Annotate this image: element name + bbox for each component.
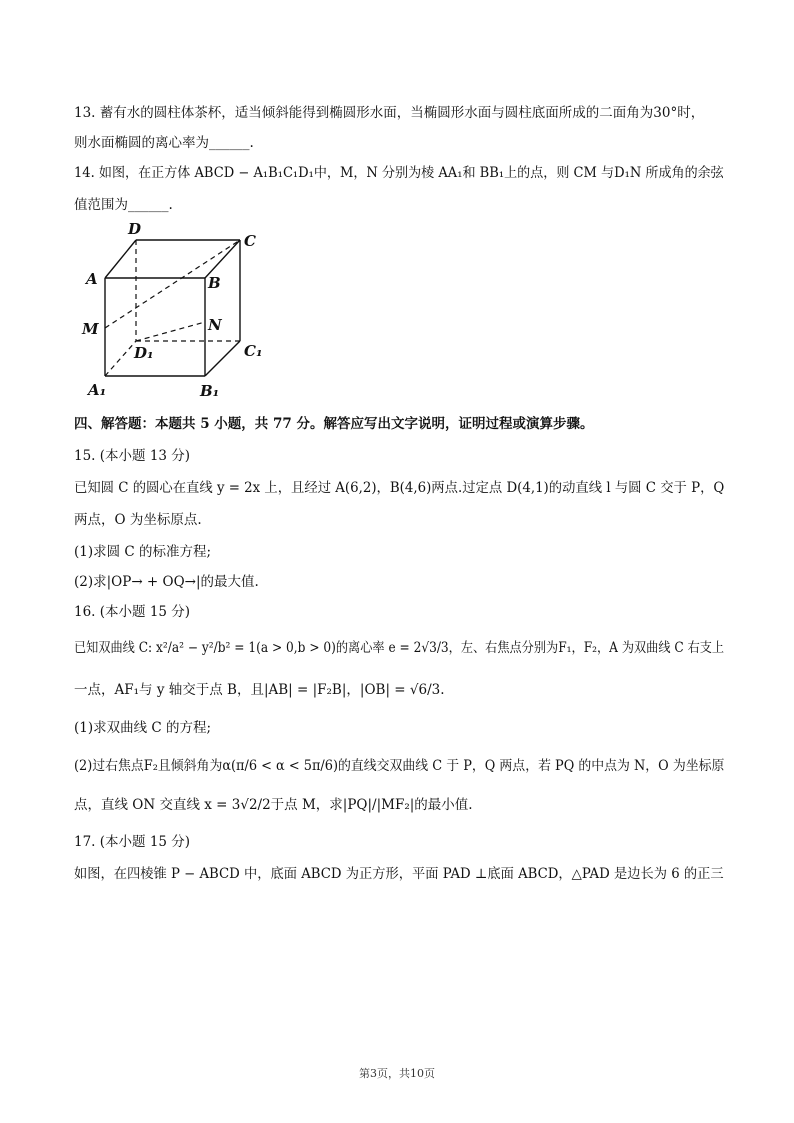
label-A: A [86, 270, 98, 288]
line-q16-2b: 点，直线 ON 交直线 x = 3√2/2于点 M，求|PQ|/|MF₂|的最小值. [74, 797, 473, 813]
label-D1: D₁ [134, 344, 154, 362]
line-q16-2a: (2)过右焦点F₂且倾斜角为α(π/6 < α < 5π/6)的直线交双曲线 C 于 P，Q 两点，若 PQ 的中点为 N，O 为坐标原 [74, 758, 725, 774]
label-D: D [128, 220, 142, 238]
line-q17a: 如图，在四棱锥 P − ABCD 中，底面 ABCD 为正方形，平面 PAD ⊥底面 ABCD，△PAD 是边长为 6 的正三 [74, 866, 724, 882]
section-heading: 四、解答题：本题共 5 小题，共 77 分。解答应写出文字说明，证明过程或演算步骤。 [74, 416, 594, 432]
line-q14a: 14. 如图，在正方体 ABCD − A₁B₁C₁D₁中，M，N 分别为棱 AA₁和 BB₁上的点，则 CM 与D₁N 所成角的余弦 [74, 165, 724, 181]
line-q13b: 则水面椭圆的离心率为______. [74, 135, 254, 151]
line-q16b: 一点，AF₁与 y 轴交于点 B，且|AB| = |F₂B|，|OB| = √6/3. [74, 682, 445, 698]
line-q13a: 13. 蓄有水的圆柱体茶杯，适当倾斜能得到椭圆形水面，当椭圆形水面与圆柱底面所成的二面角为30°时， [74, 105, 705, 121]
line-q17-title: 17. (本小题 15 分) [74, 834, 191, 850]
label-B1: B₁ [200, 382, 220, 400]
label-M: M [82, 320, 99, 338]
segment-D1N [136, 322, 205, 341]
line-q15b: 两点，O 为坐标原点. [74, 512, 202, 528]
page-footer: 第3页，共10页 [359, 1067, 435, 1080]
edge-A1D1 [105, 341, 136, 376]
edge-AD [105, 240, 136, 278]
line-q15-1: (1)求圆 C 的标准方程; [74, 544, 212, 560]
label-C: C [244, 232, 256, 250]
line-q16a: 已知双曲线 C: x²/a² − y²/b² = 1(a > 0,b > 0)的离心率 e = 2√3/3，左、右焦点分别为F₁，F₂，A 为双曲线 C 右支上 [74, 640, 725, 656]
line-q16-1: (1)求双曲线 C 的方程; [74, 720, 212, 736]
edge-BC [205, 240, 240, 278]
line-q14b: 值范围为______. [74, 197, 173, 213]
line-q15-2: (2)求|OP→ + OQ→|的最大值. [74, 574, 259, 590]
label-C1: C₁ [244, 342, 263, 360]
label-N: N [208, 316, 222, 334]
label-B: B [208, 274, 221, 292]
line-q15a: 已知圆 C 的圆心在直线 y = 2x 上，且经过 A(6,2)，B(4,6)两点.过定点 D(4,1)的动直线 l 与圆 C 交于 P，Q [74, 480, 725, 496]
edge-B1C1 [205, 341, 240, 376]
label-A1: A₁ [88, 381, 107, 399]
line-q16-title: 16. (本小题 15 分) [74, 604, 191, 620]
line-q15-title: 15. (本小题 13 分) [74, 448, 191, 464]
cube-figure [74, 218, 274, 408]
